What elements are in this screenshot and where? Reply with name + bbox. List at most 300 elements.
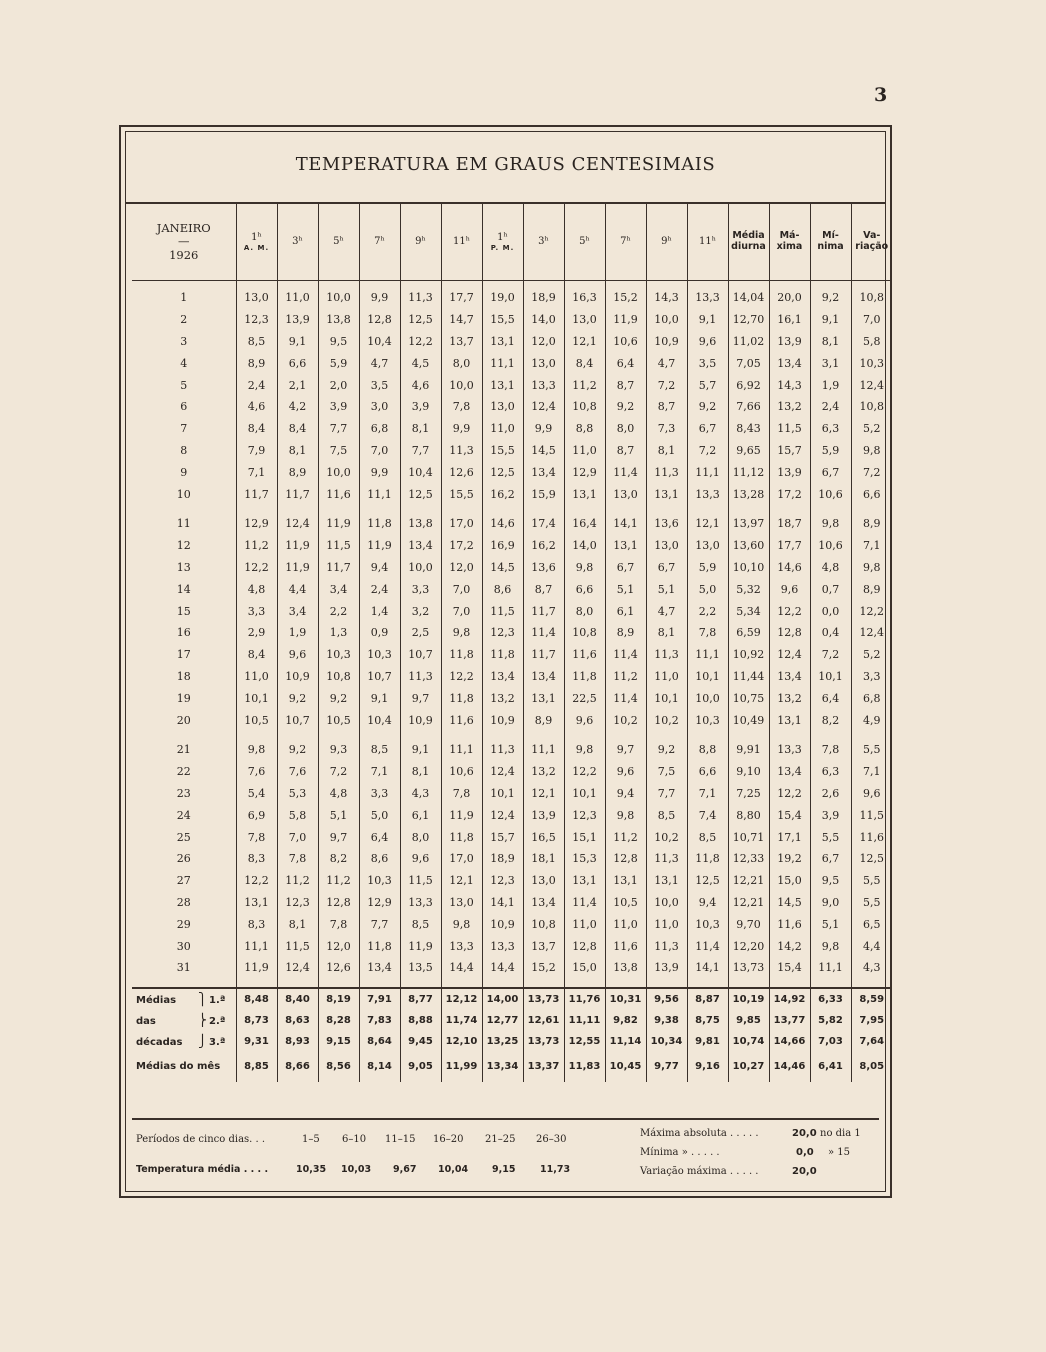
temp-cell: 2,9: [236, 622, 277, 644]
temp-cell: 11,2: [277, 870, 318, 892]
temp-2: 10,03: [341, 1164, 372, 1175]
temp-cell: 9,2: [318, 687, 359, 709]
temp-cell: 16,2: [482, 483, 523, 505]
temp-1: 10,35: [296, 1164, 327, 1175]
col-header-media-diurna: Média diurna: [728, 204, 769, 281]
spacer-cell: [236, 979, 277, 988]
temp-cell: 10,2: [605, 709, 646, 731]
temp-cell: 9,4: [687, 892, 728, 914]
temp-cell: 7,05: [728, 352, 769, 374]
day-row: [132, 461, 892, 483]
temp-cell: 13,1: [564, 483, 605, 505]
temp-cell: 11,4: [564, 892, 605, 914]
temp-cell: 8,9: [236, 352, 277, 374]
decade-mean-cell: 9,31: [236, 1031, 277, 1052]
temp-cell: 9,1: [810, 309, 851, 331]
temp-cell: 12,4: [859, 378, 884, 392]
temp-cell: 13,9: [277, 309, 318, 331]
temp-cell: 5,9: [687, 557, 728, 579]
temp-cell: 4,7: [359, 352, 400, 374]
col-header-11pm: 11ʰ: [687, 204, 728, 281]
spacer-cell: [687, 731, 728, 739]
month-label: JANEIRO: [156, 221, 211, 236]
temp-cell: 13,6: [646, 513, 687, 535]
decade-mean-cell: 10,34: [646, 1031, 687, 1052]
temp-cell: 7,1: [687, 783, 728, 805]
temp-cell: 8,1: [810, 331, 851, 353]
temp-cell: 11,6: [318, 483, 359, 505]
month-header: [132, 204, 236, 281]
temp-cell: 10,10: [728, 557, 769, 579]
month-mean-cell: 11,83: [564, 1052, 605, 1082]
day-row: [132, 892, 892, 914]
temp-cell: 8,7: [605, 440, 646, 462]
temp-cell: 13,1: [236, 892, 277, 914]
period-4: 16–20: [433, 1134, 464, 1145]
day-number: 26: [132, 848, 236, 870]
temp-cell: 11,8: [441, 644, 482, 666]
temp-cell: 13,0: [646, 535, 687, 557]
day-row: [132, 600, 892, 622]
day-number: 3: [132, 331, 236, 353]
temp-cell: 13,1: [605, 870, 646, 892]
temp-cell: 2,5: [400, 622, 441, 644]
temp-cell: 6,7: [810, 461, 851, 483]
temp-cell: 9,9: [359, 461, 400, 483]
temp-cell: 5,8: [277, 804, 318, 826]
temp-cell: 14,04: [728, 281, 769, 309]
temp-3: 9,67: [393, 1164, 417, 1175]
temp-cell: 5,1: [318, 804, 359, 826]
temp-cell: 17,2: [441, 535, 482, 557]
temp-cell: 4,9: [863, 713, 881, 727]
temp-cell: 4,3: [400, 783, 441, 805]
year-label: 1926: [169, 247, 199, 262]
temp-cell: 10,1: [646, 687, 687, 709]
decade-mean-cell: 9,38: [646, 1010, 687, 1031]
temp-cell: 10,92: [728, 644, 769, 666]
day-row: [132, 622, 892, 644]
temp-cell: 12,8: [318, 892, 359, 914]
temp-cell: 11,0: [482, 418, 523, 440]
temp-cell: 17,2: [769, 483, 810, 505]
table-frame: [119, 125, 892, 1198]
spacer-cell: [646, 505, 687, 513]
temp-cell: 9,8: [863, 560, 881, 574]
temp-cell: 8,6: [359, 848, 400, 870]
temp-cell: 9,6: [863, 786, 881, 800]
temp-cell: 19,2: [769, 848, 810, 870]
temp-cell: 7,9: [236, 440, 277, 462]
temp-cell: 15,0: [769, 870, 810, 892]
temp-cell: 18,1: [523, 848, 564, 870]
decade-mean-cell: 8,88: [400, 1010, 441, 1031]
temp-cell: 13,0: [236, 281, 277, 309]
temp-cell: 8,5: [359, 739, 400, 761]
spacer-cell: [728, 505, 769, 513]
temp-cell: 10,8: [318, 666, 359, 688]
temp-cell: 9,3: [318, 739, 359, 761]
temp-cell: 11,8: [687, 848, 728, 870]
temp-cell: 5,4: [236, 783, 277, 805]
temp-cell: 10,0: [400, 557, 441, 579]
temp-cell: 7,0: [359, 440, 400, 462]
temp-cell: 9,5: [318, 331, 359, 353]
month-mean-cell: 14,46: [769, 1052, 810, 1082]
temp-cell: 13,4: [769, 761, 810, 783]
month-mean-cell: 10,27: [728, 1052, 769, 1082]
spacer-cell: [359, 505, 400, 513]
decade-mean-cell: 10,74: [728, 1031, 769, 1052]
spacer-cell: [359, 979, 400, 988]
temp-cell: 12,6: [441, 461, 482, 483]
temp-cell: 4,7: [646, 600, 687, 622]
temp-cell: 14,4: [441, 957, 482, 979]
max-variation-row: Variação máxima . . . . . 20,0: [640, 1166, 817, 1177]
decade-mean-cell: 11,76: [564, 988, 605, 1010]
temp-cell: 13,0: [564, 309, 605, 331]
temp-cell: 11,3: [646, 935, 687, 957]
temp-cell: 12,9: [236, 513, 277, 535]
decade-mean-cell: 10,19: [728, 988, 769, 1010]
temp-cell: 5,32: [728, 578, 769, 600]
temp-cell: 13,8: [605, 957, 646, 979]
temp-cell: 17,7: [441, 281, 482, 309]
temp-cell: 11,1: [441, 739, 482, 761]
temp-cell: 15,2: [605, 281, 646, 309]
temp-cell: 3,4: [318, 578, 359, 600]
temp-cell: 13,3: [523, 374, 564, 396]
temp-cell: 11,3: [482, 739, 523, 761]
temp-cell: 11,3: [646, 644, 687, 666]
temp-cell: 13,0: [482, 396, 523, 418]
period-1: 1–5: [302, 1134, 320, 1145]
spacer-cell: [564, 979, 605, 988]
temp-cell: 11,0: [605, 913, 646, 935]
temp-cell: 12,9: [564, 461, 605, 483]
temp-cell: 10,1: [687, 666, 728, 688]
spacer-cell: [482, 505, 523, 513]
temp-cell: 5,2: [863, 648, 881, 662]
temp-cell: 17,7: [769, 535, 810, 557]
temp-cell: 11,9: [359, 535, 400, 557]
day-number: 31: [132, 957, 236, 979]
temp-cell: 8,2: [318, 848, 359, 870]
temp-cell: 4,4: [277, 578, 318, 600]
temp-cell: 7,8: [810, 739, 851, 761]
temp-cell: 8,4: [277, 418, 318, 440]
temp-cell: 9,8: [564, 739, 605, 761]
temp-cell: 10,75: [728, 687, 769, 709]
temp-cell: 14,6: [482, 513, 523, 535]
temp-cell: 13,0: [441, 892, 482, 914]
temp-cell: 12,1: [523, 783, 564, 805]
temp-cell: 7,5: [646, 761, 687, 783]
temp-cell: 10,5: [318, 709, 359, 731]
temp-cell: 5,3: [277, 783, 318, 805]
temp-cell: 17,0: [441, 848, 482, 870]
temp-cell: 8,8: [687, 739, 728, 761]
temp-cell: 13,3: [687, 483, 728, 505]
temp-cell: 7,8: [318, 913, 359, 935]
temp-cell: 11,4: [605, 644, 646, 666]
day-row: [132, 848, 892, 870]
decade-mean-row: [132, 1031, 892, 1052]
day-number: 8: [132, 440, 236, 462]
temp-cell: 12,21: [728, 892, 769, 914]
temp-cell: 7,8: [441, 783, 482, 805]
col-header-1am: 1ʰ A. M.: [236, 204, 277, 281]
periods-block: [136, 1134, 606, 1184]
temp-cell: 10,8: [859, 400, 884, 414]
spacer-cell: [810, 979, 851, 988]
temp-cell: 10,7: [277, 709, 318, 731]
month-mean-label: Médias do mês: [132, 1052, 236, 1082]
temp-cell: 13,9: [769, 461, 810, 483]
temp-cell: 12,5: [400, 483, 441, 505]
temp-cell: 0,7: [810, 578, 851, 600]
day-number: 20: [132, 709, 236, 731]
temp-cell: 11,5: [318, 535, 359, 557]
temp-cell: 12,5: [482, 461, 523, 483]
month-mean-cell: 8,85: [236, 1052, 277, 1082]
temp-cell: 11,9: [441, 804, 482, 826]
temp-cell: 10,3: [687, 709, 728, 731]
temp-cell: 18,7: [769, 513, 810, 535]
temp-cell: 13,0: [605, 483, 646, 505]
temp-cell: 5,9: [318, 352, 359, 374]
temp-cell: 12,3: [482, 622, 523, 644]
spacer-cell: [236, 505, 277, 513]
temp-cell: 16,2: [523, 535, 564, 557]
spacer-row: [132, 731, 892, 739]
temp-cell: 8,8: [564, 418, 605, 440]
temp-cell: 11,5: [769, 418, 810, 440]
temp-cell: 10,4: [359, 331, 400, 353]
header-row: [132, 204, 892, 281]
temp-cell: 5,9: [810, 440, 851, 462]
temp-cell: 11,3: [400, 281, 441, 309]
temp-cell: 13,1: [482, 374, 523, 396]
temp-cell: 4,7: [646, 352, 687, 374]
temp-cell: 13,4: [482, 666, 523, 688]
day-row: [132, 913, 892, 935]
day-row: [132, 666, 892, 688]
temp-cell: 11,02: [728, 331, 769, 353]
month-mean-cell: 13,37: [523, 1052, 564, 1082]
temp-cell: 5,5: [863, 743, 881, 757]
temp-cell: 11,4: [605, 461, 646, 483]
temp-cell: 9,4: [605, 783, 646, 805]
temp-cell: 14,5: [523, 440, 564, 462]
temp-cell: 12,3: [236, 309, 277, 331]
temp-cell: 13,4: [400, 535, 441, 557]
spacer-cell: [132, 979, 236, 988]
temp-cell: 13,3: [441, 935, 482, 957]
temp-cell: 19,0: [482, 281, 523, 309]
temp-cell: 8,0: [400, 826, 441, 848]
temp-cell: 10,0: [318, 281, 359, 309]
month-mean-cell: 8,56: [318, 1052, 359, 1082]
temp-cell: 15,7: [769, 440, 810, 462]
temp-cell: 5,1: [646, 578, 687, 600]
temp-cell: 9,8: [236, 739, 277, 761]
col-header-9pm: 9ʰ: [646, 204, 687, 281]
temp-cell: 11,4: [687, 935, 728, 957]
temp-cell: 6,1: [400, 804, 441, 826]
temp-cell: 7,2: [646, 374, 687, 396]
day-number: 14: [132, 578, 236, 600]
month-mean-cell: 8,05: [859, 1061, 885, 1073]
decade-mean-cell: 11,11: [564, 1010, 605, 1031]
temp-cell: 2,4: [236, 374, 277, 396]
temp-cell: 8,9: [605, 622, 646, 644]
day-row: [132, 644, 892, 666]
decade-mean-cell: 9,56: [646, 988, 687, 1010]
temp-cell: 15,5: [482, 309, 523, 331]
temp-cell: 12,0: [318, 935, 359, 957]
temp-cell: 4,3: [863, 961, 881, 975]
day-row: [132, 578, 892, 600]
temp-cell: 7,8: [441, 396, 482, 418]
temp-cell: 8,9: [863, 582, 881, 596]
temp-cell: 10,1: [482, 783, 523, 805]
temp-cell: 6,3: [810, 761, 851, 783]
decade-mean-cell: 8,19: [318, 988, 359, 1010]
temp-cell: 11,0: [277, 281, 318, 309]
temp-cell: 5,0: [359, 804, 400, 826]
temp-cell: 9,8: [605, 804, 646, 826]
temp-cell: 12,2: [769, 783, 810, 805]
temp-cell: 8,4: [236, 418, 277, 440]
day-row: [132, 309, 892, 331]
temp-cell: 12,5: [400, 309, 441, 331]
temp-cell: 5,5: [863, 874, 881, 888]
temp-cell: 8,9: [863, 517, 881, 531]
temp-cell: 14,0: [523, 309, 564, 331]
temp-cell: 9,6: [400, 848, 441, 870]
temp-cell: 8,1: [400, 418, 441, 440]
temp-cell: 6,6: [277, 352, 318, 374]
temp-cell: 1,3: [318, 622, 359, 644]
temp-cell: 3,9: [810, 804, 851, 826]
spacer-cell: [523, 505, 564, 513]
temp-cell: 7,0: [863, 313, 881, 327]
day-row: [132, 440, 892, 462]
temp-cell: 6,6: [863, 487, 881, 501]
max-absolute-row: Máxima absoluta . . . . . 20,0 no dia 1: [640, 1128, 861, 1139]
temp-cell: 7,7: [359, 913, 400, 935]
temp-cell: 13,9: [523, 804, 564, 826]
temp-cell: 9,2: [810, 281, 851, 309]
temp-cell: 14,5: [482, 557, 523, 579]
temp-cell: 11,3: [646, 461, 687, 483]
temp-cell: 12,2: [564, 761, 605, 783]
temp-6: 11,73: [540, 1164, 571, 1175]
temp-cell: 4,8: [810, 557, 851, 579]
month-mean-cell: 13,34: [482, 1052, 523, 1082]
day-number: 4: [132, 352, 236, 374]
temp-cell: 13,7: [523, 935, 564, 957]
temp-cell: 18,9: [523, 281, 564, 309]
temp-cell: 9,8: [564, 557, 605, 579]
spacer-cell: [810, 731, 851, 739]
temp-cell: 4,8: [318, 783, 359, 805]
temp-cell: 9,7: [318, 826, 359, 848]
temp-cell: 7,8: [236, 826, 277, 848]
temp-cell: 11,9: [400, 935, 441, 957]
temp-cell: 12,8: [605, 848, 646, 870]
day-row: [132, 935, 892, 957]
month-mean-cell: 9,16: [687, 1052, 728, 1082]
day-number: 1: [132, 281, 236, 309]
temp-cell: 10,1: [236, 687, 277, 709]
temp-cell: 6,4: [810, 687, 851, 709]
temp-cell: 14,2: [769, 935, 810, 957]
temp-cell: 11,8: [564, 666, 605, 688]
temp-cell: 10,6: [605, 331, 646, 353]
decade-mean-cell: 12,10: [441, 1031, 482, 1052]
periods-label: Períodos de cinco dias. . .: [136, 1134, 266, 1145]
temp-cell: 16,4: [564, 513, 605, 535]
temp-cell: 15,4: [769, 957, 810, 979]
temp-cell: 6,92: [728, 374, 769, 396]
day-row: [132, 331, 892, 353]
day-row: [132, 687, 892, 709]
temp-cell: 7,4: [687, 804, 728, 826]
temp-cell: 15,5: [482, 440, 523, 462]
temp-cell: 9,9: [523, 418, 564, 440]
temp-cell: 8,5: [687, 826, 728, 848]
temp-cell: 13,1: [605, 535, 646, 557]
temp-cell: 15,2: [523, 957, 564, 979]
month-mean-cell: 8,14: [359, 1052, 400, 1082]
spacer-cell: [400, 731, 441, 739]
temp-cell: 2,2: [687, 600, 728, 622]
temp-cell: 8,3: [236, 848, 277, 870]
col-header-variacao: Va- riação: [851, 204, 892, 281]
spacer-cell: [810, 505, 851, 513]
temp-cell: 16,5: [523, 826, 564, 848]
temp-cell: 9,65: [728, 440, 769, 462]
day-row: [132, 513, 892, 535]
decade-mean-cell: 13,25: [482, 1031, 523, 1052]
temp-cell: 8,43: [728, 418, 769, 440]
decade-mean-cell: 13,77: [769, 1010, 810, 1031]
spacer-cell: [318, 731, 359, 739]
temp-cell: 6,3: [810, 418, 851, 440]
temp-cell: 8,4: [564, 352, 605, 374]
decade-mean-cell: 12,12: [441, 988, 482, 1010]
temp-cell: 15,4: [769, 804, 810, 826]
temp-cell: 15,1: [564, 826, 605, 848]
temp-cell: 11,8: [482, 644, 523, 666]
temp-cell: 9,5: [810, 870, 851, 892]
day-row: [132, 396, 892, 418]
temp-cell: 11,5: [859, 808, 884, 822]
decade-mean-row: [132, 988, 892, 1010]
spacer-cell: [277, 979, 318, 988]
temp-cell: 11,2: [605, 666, 646, 688]
temp-cell: 10,3: [359, 870, 400, 892]
temp-cell: 10,0: [318, 461, 359, 483]
col-header-3pm: 3ʰ: [523, 204, 564, 281]
temp-cell: 10,8: [859, 291, 884, 305]
temp-cell: 9,2: [646, 739, 687, 761]
temp-cell: 13,73: [728, 957, 769, 979]
temp-cell: 2,0: [318, 374, 359, 396]
spacer-cell: [400, 979, 441, 988]
